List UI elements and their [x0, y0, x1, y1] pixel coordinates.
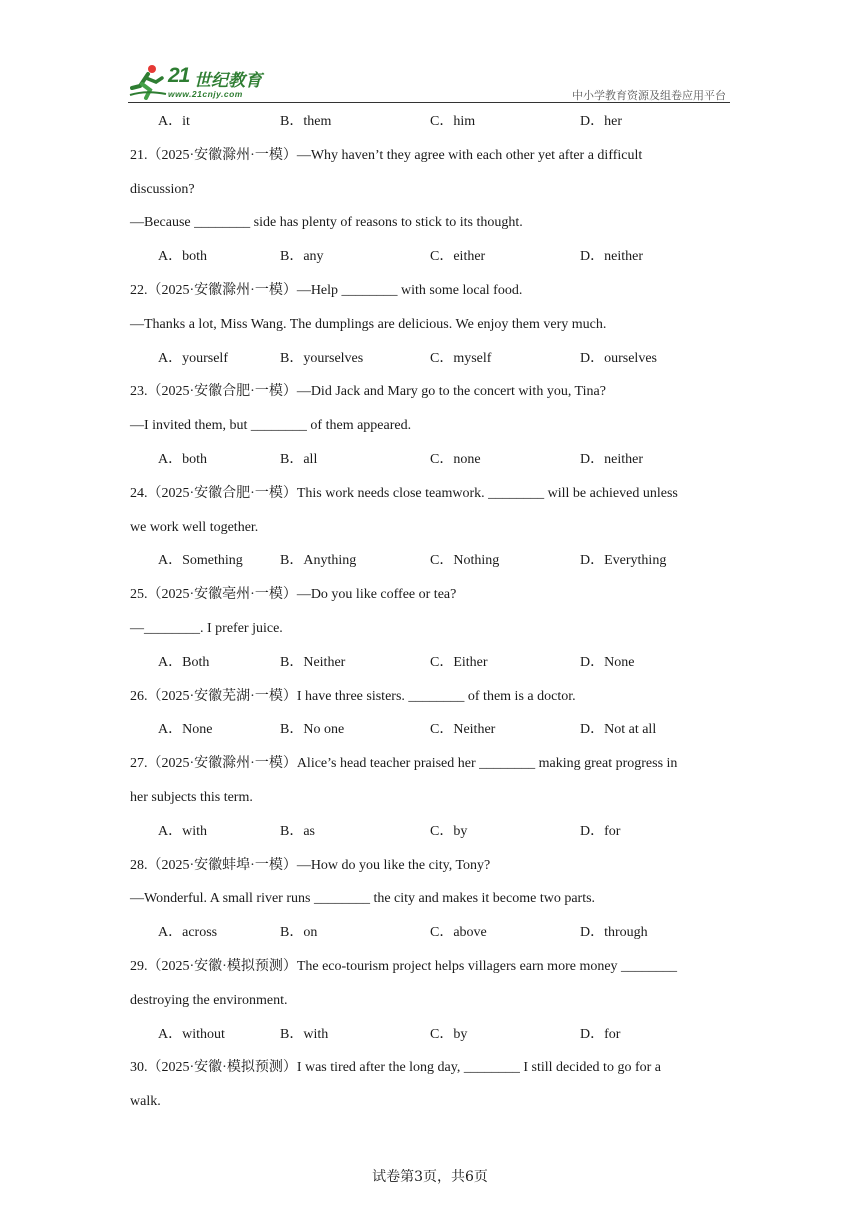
answer-option: D．Everything	[580, 553, 667, 569]
answer-option: B．on	[280, 925, 318, 941]
question-line: 28.（2025·安徽蚌埠·一模）—How do you like the city, Tony?	[130, 857, 491, 873]
question-line: her subjects this term.	[130, 789, 253, 805]
answer-options	[130, 718, 730, 752]
answer-options	[130, 921, 730, 955]
question-line: —I invited them, but ________ of them appeared.	[130, 418, 412, 434]
question-line: walk.	[130, 1094, 161, 1110]
answer-option: D．neither	[580, 451, 643, 467]
answer-option: A．it	[158, 114, 190, 129]
answer-option: C．Neither	[430, 722, 496, 738]
answer-option: A．yourself	[158, 350, 228, 366]
answer-option: D．Not at all	[580, 722, 657, 738]
answer-option: B．any	[280, 249, 324, 265]
answer-option: C．by	[430, 823, 468, 839]
answer-option: A．both	[158, 451, 207, 467]
answer-option: C．Either	[430, 654, 488, 670]
answer-option: C．him	[430, 114, 476, 129]
answer-option: B．with	[280, 1026, 329, 1042]
question-line: —________. I prefer juice.	[130, 620, 283, 636]
answer-option: D．for	[580, 1026, 621, 1042]
answer-option: A．Something	[158, 553, 243, 569]
answer-option: A．Both	[158, 654, 210, 670]
question-line: destroying the environment.	[130, 992, 288, 1008]
logo-url: www.21cnjy.com	[168, 89, 243, 99]
answer-option: C．myself	[430, 350, 492, 366]
logo-chinese-text: 世纪教育	[194, 71, 262, 91]
runner-icon	[128, 64, 168, 100]
answer-option: B．all	[280, 451, 318, 467]
answer-option: D．neither	[580, 249, 643, 265]
answer-options	[130, 110, 730, 144]
answer-option: D．None	[580, 654, 635, 670]
site-logo	[128, 62, 268, 102]
answer-option: B．yourselves	[280, 350, 364, 366]
answer-options	[130, 448, 730, 482]
question-list	[130, 110, 730, 1124]
logo-number: 21	[168, 64, 190, 87]
question-line: 24.（2025·安徽合肥·一模）This work needs close teamwork. ________ will be achieved unless	[130, 485, 678, 501]
page-number: 试卷第3页，共6页	[372, 1169, 488, 1185]
answer-option: B．Anything	[280, 553, 357, 569]
question-line: 26.（2025·安徽芜湖·一模）I have three sisters. ________ of them is a doctor.	[130, 688, 576, 704]
answer-option: C．above	[430, 925, 487, 941]
question-line: —Because ________ side has plenty of reasons to stick to its thought.	[130, 215, 523, 231]
answer-option: C．none	[430, 451, 481, 467]
answer-option: A．both	[158, 249, 207, 265]
answer-option: B．them	[280, 114, 332, 129]
question-line: discussion?	[130, 181, 195, 197]
answer-options	[130, 245, 730, 279]
question-line: 29.（2025·安徽·模拟预测）The eco-tourism project helps villagers earn more money ________	[130, 958, 678, 974]
question-line: 30.（2025·安徽·模拟预测）I was tired after the long day, ________ I still decided to go for a	[130, 1060, 661, 1076]
question-line: we work well together.	[130, 519, 259, 535]
answer-options	[130, 1023, 730, 1057]
question-line: 22.（2025·安徽滁州·一模）—Help ________ with some local food.	[130, 282, 523, 298]
header-divider	[128, 102, 730, 103]
question-line: 23.（2025·安徽合肥·一模）—Did Jack and Mary go to the concert with you, Tina?	[130, 384, 606, 400]
answer-option: B．Neither	[280, 654, 346, 670]
question-line: —Wonderful. A small river runs ________ the city and makes it become two parts.	[130, 891, 596, 907]
answer-options	[130, 651, 730, 685]
answer-option: D．ourselves	[580, 350, 657, 366]
answer-option: C．by	[430, 1026, 468, 1042]
answer-option: B．as	[280, 823, 315, 839]
question-line: —Thanks a lot, Miss Wang. The dumplings are delicious. We enjoy them very much.	[130, 316, 607, 332]
answer-option: C．either	[430, 249, 486, 265]
answer-option: D．through	[580, 925, 648, 941]
question-line: 21.（2025·安徽滁州·一模）—Why haven’t they agree with each other yet after a difficult	[130, 147, 643, 163]
answer-option: B．No one	[280, 722, 345, 738]
answer-option: A．None	[158, 722, 213, 738]
answer-option: D．for	[580, 823, 621, 839]
question-line: 27.（2025·安徽滁州·一模）Alice’s head teacher praised her ________ making great progress in	[130, 756, 678, 772]
answer-options	[130, 347, 730, 381]
answer-option: A．without	[158, 1026, 225, 1042]
answer-options	[130, 549, 730, 583]
answer-option: D．her	[580, 114, 622, 129]
platform-tagline: 中小学教育资源及组卷应用平台	[572, 89, 726, 102]
answer-option: A．across	[158, 925, 218, 941]
question-line: 25.（2025·安徽亳州·一模）—Do you like coffee or tea?	[130, 587, 457, 603]
answer-option: A．with	[158, 823, 207, 839]
answer-options	[130, 820, 730, 854]
answer-option: C．Nothing	[430, 553, 500, 569]
page-header	[128, 62, 730, 104]
